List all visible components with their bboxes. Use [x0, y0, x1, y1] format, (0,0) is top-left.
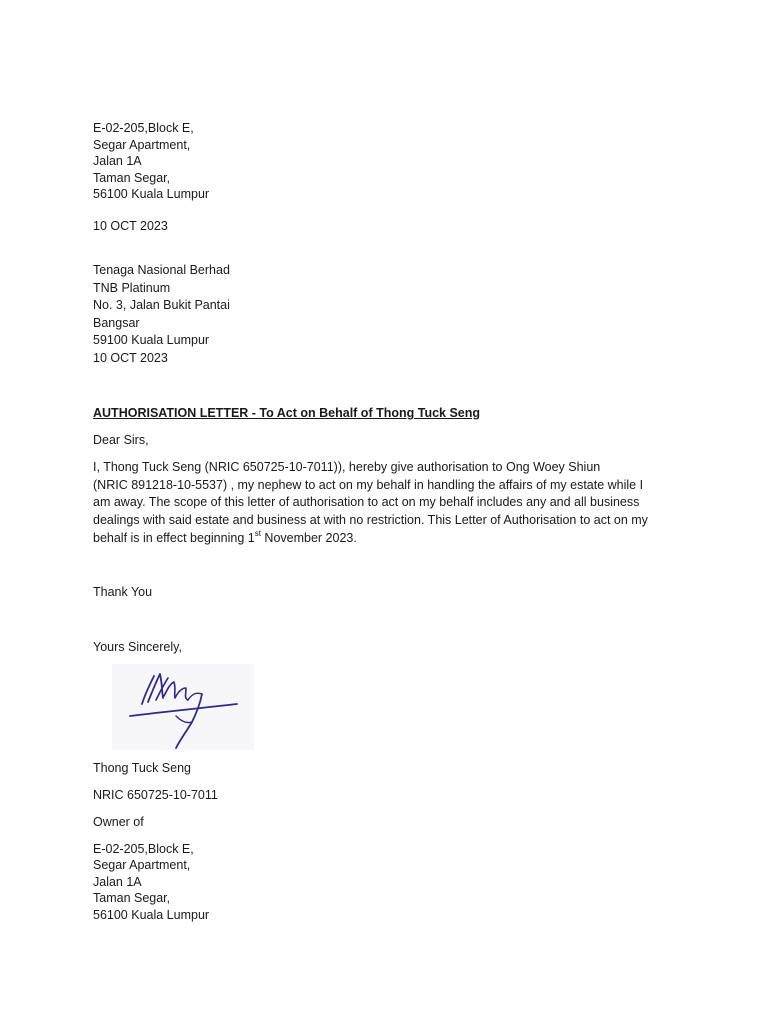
- recipient-line: Tenaga Nasional Berhad: [93, 263, 230, 277]
- handwritten-signature: [112, 664, 254, 750]
- thanks-line: Thank You: [93, 585, 153, 599]
- closing-line: Yours Sincerely,: [93, 640, 182, 654]
- signer-name: Thong Tuck Seng: [93, 761, 191, 775]
- signer-address-line: Jalan 1A: [93, 874, 142, 889]
- signer-address-line: E-02-205,Block E,: [93, 842, 194, 856]
- sender-address-line: E-02-205,Block E,: [93, 121, 194, 135]
- recipient-address: [93, 262, 230, 368]
- signature-image: [112, 664, 254, 750]
- body-line: (NRIC 891218-10-5537) , my nephew to act on my behalf in handling the affairs of my estate while I: [93, 477, 644, 492]
- letter-date: 10 OCT 2023: [93, 219, 168, 233]
- body-line: [93, 530, 683, 548]
- recipient-date: 10 OCT 2023: [93, 350, 168, 365]
- body-line: am away. The scope of this letter of authorisation to act on my behalf includes any and all business: [93, 495, 640, 510]
- signer-nric: NRIC 650725-10-7011: [93, 788, 218, 802]
- signer-address: [93, 841, 209, 923]
- sender-address-line: Taman Segar,: [93, 170, 171, 185]
- body-text: behalf is in effect beginning 1: [93, 530, 255, 545]
- body-line: I, Thong Tuck Seng (NRIC 650725-10-7011)), hereby give authorisation to Ong Woey Shiun: [93, 460, 601, 474]
- sender-address-line: 56100 Kuala Lumpur: [93, 187, 210, 202]
- recipient-line: Bangsar: [93, 315, 140, 330]
- sender-address: [93, 120, 209, 203]
- body-paragraph: [93, 459, 683, 548]
- recipient-line: No. 3, Jalan Bukit Pantai: [93, 298, 230, 313]
- signer-address-line: 56100 Kuala Lumpur: [93, 907, 210, 922]
- salutation: Dear Sirs,: [93, 433, 149, 447]
- signer-address-line: Taman Segar,: [93, 891, 171, 906]
- recipient-line: 59100 Kuala Lumpur: [93, 333, 210, 348]
- recipient-line: TNB Platinum: [93, 280, 171, 295]
- sender-address-line: Segar Apartment,: [93, 137, 191, 152]
- body-text: November 2023.: [260, 530, 357, 545]
- ordinal-suffix: st: [254, 528, 261, 538]
- letter-subject: AUTHORISATION LETTER - To Act on Behalf of Thong Tuck Seng: [93, 406, 481, 420]
- signer-address-line: Segar Apartment,: [93, 858, 191, 873]
- signer-role: Owner of: [93, 815, 144, 829]
- body-line: dealings with said estate and business at with no restriction. This Letter of Authorisation to act on my: [93, 513, 648, 528]
- sender-address-line: Jalan 1A: [93, 154, 142, 169]
